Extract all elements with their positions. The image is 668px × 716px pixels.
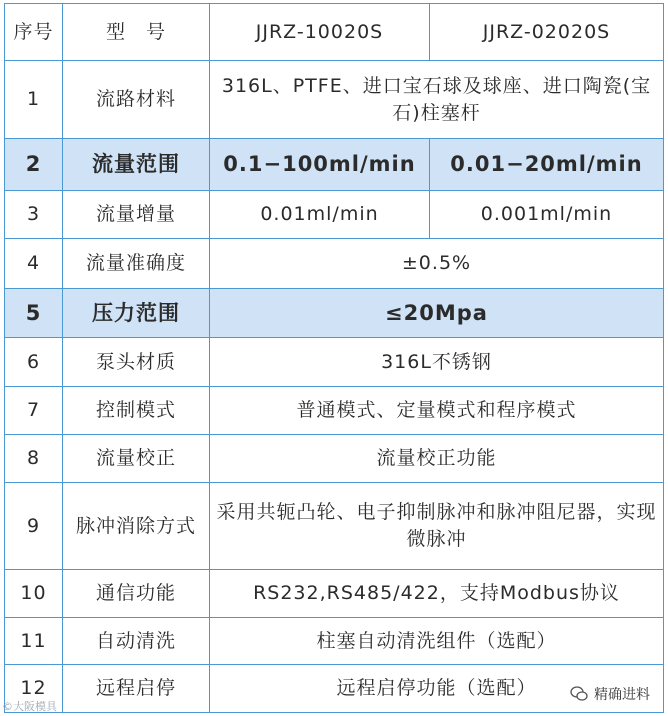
row-name: 自动清洗 [63,618,210,665]
row-index: 2 [5,139,63,191]
row-index: 10 [5,570,63,618]
row-value: RS232,RS485/422，支持Modbus协议 [210,570,664,618]
wechat-icon [570,686,588,702]
header-index: 序号 [5,4,63,61]
row-name: 流路材料 [63,61,210,139]
row-index: 7 [5,387,63,435]
row-name: 通信功能 [63,570,210,618]
table-row [5,139,664,191]
row-index: 3 [5,191,63,239]
row-index: 9 [5,483,63,570]
row-name: 流量范围 [63,139,210,191]
row-value: ±0.5% [210,239,664,289]
row-value-a: 0.01ml/min [210,191,430,239]
row-index: 8 [5,435,63,483]
row-value: 远程启停功能（选配） [210,665,664,713]
header-col-a: JJRZ-10020S [210,4,430,61]
row-index: 1 [5,61,63,139]
row-name: 流量校正 [63,435,210,483]
row-name: 压力范围 [63,289,210,338]
table-row [5,618,664,665]
row-index: 12 [5,665,63,713]
row-name: 远程启停 [63,665,210,713]
table-row [5,435,664,483]
row-index: 4 [5,239,63,289]
row-value: 流量校正功能 [210,435,664,483]
header-col-b: JJRZ-02020S [430,4,664,61]
row-value-b: 0.01−20ml/min [430,139,664,191]
watermark-right [566,682,654,706]
row-value-b: 0.001ml/min [430,191,664,239]
row-value: 柱塞自动清洗组件（选配） [210,618,664,665]
row-value-a: 0.1−100ml/min [210,139,430,191]
table-row [5,338,664,387]
watermark-left: ©大阪模具 [2,700,57,713]
row-value: 316L不锈钢 [210,338,664,387]
row-name: 控制模式 [63,387,210,435]
row-value: ≤20Mpa [210,289,664,338]
table-row [5,191,664,239]
table-row [5,665,664,713]
row-value: 普通模式、定量模式和程序模式 [210,387,664,435]
table-row [5,483,664,570]
row-name: 脉冲消除方式 [63,483,210,570]
row-index: 6 [5,338,63,387]
watermark-text: 精确进料 [594,687,650,703]
table-row [5,570,664,618]
table-row [5,239,664,289]
table-row [5,387,664,435]
row-value: 316L、PTFE、进口宝石球及球座、进口陶瓷(宝石)柱塞杆 [210,61,664,139]
header-row [5,4,664,61]
spec-table [4,3,664,713]
row-name: 泵头材质 [63,338,210,387]
row-name: 流量准确度 [63,239,210,289]
row-index: 11 [5,618,63,665]
row-name: 流量增量 [63,191,210,239]
table-row [5,61,664,139]
table-row [5,289,664,338]
header-model: 型 号 [63,4,210,61]
row-value: 采用共轭凸轮、电子抑制脉冲和脉冲阻尼器，实现微脉冲 [210,483,664,570]
row-index: 5 [5,289,63,338]
